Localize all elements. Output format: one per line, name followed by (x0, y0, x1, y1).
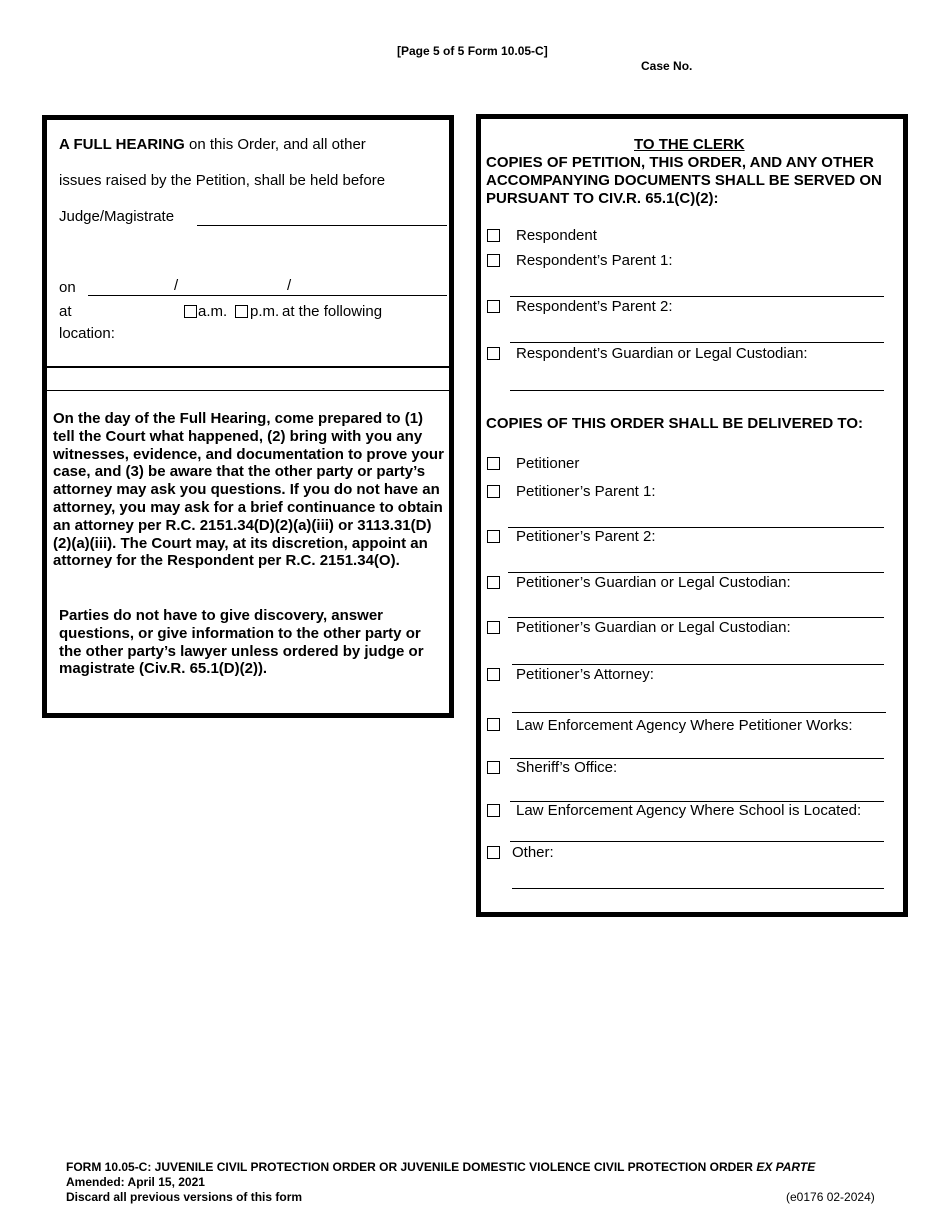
page-label: [Page 5 of 5 Form 10.05-C] (397, 44, 548, 58)
petitioner-guardian2-field[interactable] (512, 664, 884, 665)
footer-discard: Discard all previous versions of this form (66, 1190, 303, 1204)
judge-label: Judge/Magistrate (59, 208, 175, 225)
served-heading: COPIES OF PETITION, THIS ORDER, AND ANY OTHER ACCOMPANYING DOCUMENTS SHALL BE SERVED ON PURSUANT TO CIV.R. 65.1(C)(2): (486, 154, 882, 207)
respondent-guardian-checkbox[interactable] (487, 347, 500, 360)
respondent-parent1-label: Respondent’s Parent 1: (516, 252, 673, 269)
hearing-date-field[interactable] (88, 295, 447, 296)
other-label: Other: (512, 844, 554, 861)
petitioner-parent2-label: Petitioner’s Parent 2: (516, 528, 656, 545)
full-hearing-bold: A FULL HEARING (59, 136, 185, 153)
footer-amended: Amended: April 15, 2021 (66, 1175, 205, 1189)
petitioner-guardian2-checkbox[interactable] (487, 621, 500, 634)
petitioner-checkbox[interactable] (487, 457, 500, 470)
petitioner-guardian1-field[interactable] (508, 617, 884, 618)
footer-form-title (66, 1160, 815, 1174)
other-field[interactable] (512, 888, 884, 889)
pm-label: p.m. (250, 303, 280, 320)
full-hearing-line (59, 136, 366, 153)
respondent-label: Respondent (516, 227, 597, 244)
petitioner-parent2-checkbox[interactable] (487, 530, 500, 543)
full-hearing-rest: on this Order, and all other (184, 136, 366, 153)
divider-thick (47, 366, 449, 368)
on-label: on (59, 279, 76, 296)
at-label: at (59, 303, 72, 320)
footer-form-title-italic: EX PARTE (756, 1160, 816, 1174)
respondent-guardian-field[interactable] (510, 390, 884, 391)
petitioner-guardian1-label: Petitioner’s Guardian or Legal Custodian: (516, 574, 791, 591)
petitioner-guardian1-checkbox[interactable] (487, 576, 500, 589)
footer-code: (e0176 02-2024) (786, 1190, 875, 1204)
respondent-guardian-label: Respondent’s Guardian or Legal Custodian: (516, 345, 808, 362)
location-field-line[interactable] (47, 390, 449, 391)
delivered-heading: COPIES OF THIS ORDER SHALL BE DELIVERED TO: (486, 415, 863, 432)
sheriff-office-label: Sheriff’s Office: (516, 759, 618, 776)
petitioner-attorney-checkbox[interactable] (487, 668, 500, 681)
law-enforcement-school-field[interactable] (510, 841, 884, 842)
petitioner-attorney-field[interactable] (512, 712, 886, 713)
date-separator-1: / (174, 277, 179, 294)
law-enforcement-school-label: Law Enforcement Agency Where School is Located: (516, 802, 862, 819)
discovery-paragraph: Parties do not have to give discovery, answer questions, or give information to the other party or the other party’s lawyer unless ordered by judge or magistrate (Civ.R. 65.1(D)(2)). (59, 607, 424, 678)
am-label: a.m. (198, 303, 228, 320)
petitioner-parent1-checkbox[interactable] (487, 485, 500, 498)
petitioner-parent1-label: Petitioner’s Parent 1: (516, 483, 656, 500)
law-enforcement-work-label: Law Enforcement Agency Where Petitioner Works: (516, 717, 853, 734)
respondent-parent2-field[interactable] (510, 342, 884, 343)
petitioner-guardian2-label: Petitioner’s Guardian or Legal Custodian: (516, 619, 791, 636)
sheriff-office-checkbox[interactable] (487, 761, 500, 774)
issues-line: issues raised by the Petition, shall be held before (59, 172, 386, 189)
case-no-label: Case No. (641, 59, 693, 73)
petitioner-attorney-label: Petitioner’s Attorney: (516, 666, 654, 683)
law-enforcement-work-checkbox[interactable] (487, 718, 500, 731)
respondent-parent2-checkbox[interactable] (487, 300, 500, 313)
following-label: at the following (282, 303, 383, 320)
am-checkbox[interactable] (184, 305, 197, 318)
respondent-parent1-field[interactable] (510, 296, 884, 297)
notice-paragraph: On the day of the Full Hearing, come prepared to (1) tell the Court what happened, (2) bring with you any witnesses, evidence, and documentation to prove your case, and (3) be aware that the other party or party’s attorney may ask you questions. If you do not have an attorney, you may ask for a brief continuance to obtain an attorney per R.C. 2151.34(D)(2)(a)(iii) or 3113.31(D)(2)(a)(iii). The Court may, at its discretion, appoint an attorney for the Respondent per R.C. 2151.34(O). (53, 410, 444, 570)
respondent-parent2-label: Respondent’s Parent 2: (516, 298, 673, 315)
pm-checkbox[interactable] (235, 305, 248, 318)
clerk-title: TO THE CLERK (634, 136, 745, 153)
petitioner-label: Petitioner (516, 455, 580, 472)
other-checkbox[interactable] (487, 846, 500, 859)
date-separator-2: / (287, 277, 292, 294)
respondent-checkbox[interactable] (487, 229, 500, 242)
judge-name-field[interactable] (197, 225, 447, 226)
law-enforcement-school-checkbox[interactable] (487, 804, 500, 817)
respondent-parent1-checkbox[interactable] (487, 254, 500, 267)
location-label: location: (59, 325, 115, 342)
petitioner-parent2-field[interactable] (508, 572, 884, 573)
footer-form-title-text: FORM 10.05-C: JUVENILE CIVIL PROTECTION ORDER OR JUVENILE DOMESTIC VIOLENCE CIVIL PROTECTION ORDER (66, 1160, 757, 1174)
